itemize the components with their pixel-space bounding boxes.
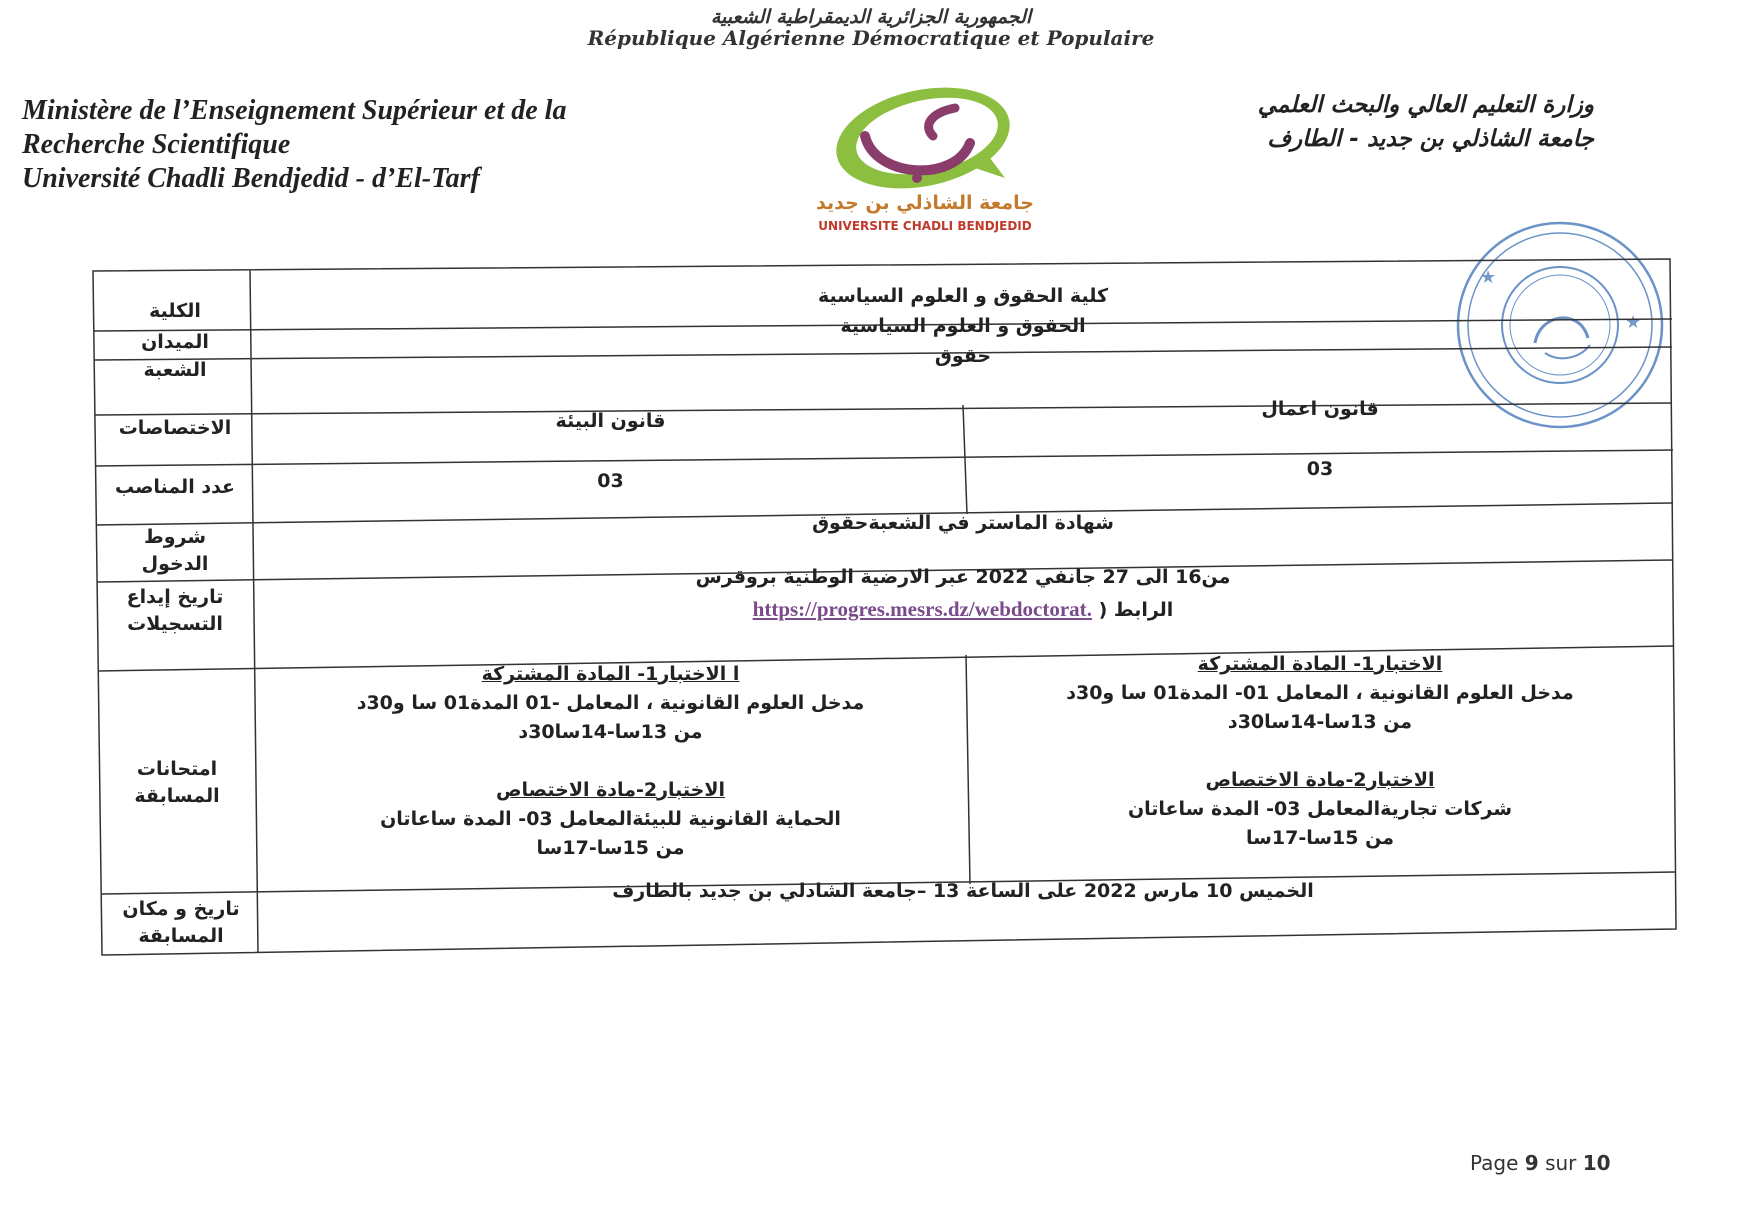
exam-test2-subject: الحماية القانونية للبيئةالمعامل 03- المدة ساعاتان (380, 808, 841, 830)
label-line: التسجيلات (127, 613, 223, 635)
label-line: المسابقة (134, 785, 220, 807)
exam-test2-time: من 15سا-17سا (536, 837, 685, 859)
ministry-fr-line: Recherche Scientifique (22, 129, 291, 160)
label-positions: عدد المناصب (114, 476, 236, 498)
logo-caption-fr: UNIVERSITE CHADLI BENDJEDID (818, 219, 1032, 233)
specialty-environment: قانون البيئة (555, 410, 666, 432)
label-entry-conditions: شروط الدخول (141, 526, 209, 575)
exam-test2-title: الاختبار2-مادة الاختصاص (495, 779, 726, 801)
faculty-value: كلية الحقوق و العلوم السياسية (817, 285, 1109, 307)
label-branch: الشعبة (143, 359, 207, 381)
page-of-word: sur (1545, 1151, 1577, 1175)
label-specialties: الاختصاصات (118, 417, 232, 439)
logo-caption-ar: جامعة الشاذلي بن جديد (816, 192, 1034, 214)
domain-value: الحقوق و العلوم السياسية (840, 315, 1086, 337)
label-exams (112, 756, 242, 810)
label-faculty: الكلية (149, 300, 201, 322)
registration-link-row (258, 597, 1668, 622)
registration-link[interactable]: https://progres.mesrs.dz/webdoctorat (752, 597, 1087, 621)
exam-test1-title: ا الاختبار1- المادة المشتركة (481, 663, 740, 685)
exam-test1-subject: مدخل العلوم القانونية ، المعامل 01- المدة01 سا و30د (1066, 682, 1574, 704)
registration-link-prefix: الرابط ( (1098, 599, 1174, 621)
entry-conditions-value: شهادة الماستر في الشعبةحقوق (812, 512, 1114, 534)
page-word: Page (1470, 1151, 1519, 1175)
label-line: امتحانات (136, 758, 218, 780)
svg-text:★: ★ (1480, 267, 1497, 288)
page-number (1470, 1151, 1611, 1175)
svg-text:★: ★ (1625, 312, 1642, 333)
label-contest-date (116, 896, 246, 950)
ministry-fr-line: Ministère de l’Enseignement Supérieur et de la (22, 95, 567, 126)
branch-value: حقوق (934, 345, 992, 367)
label-registration-date (110, 584, 240, 638)
label-domain: الميدان (141, 331, 209, 353)
republic-title-ar: الجمهورية الجزائرية الديمقراطية الشعبية (710, 6, 1032, 28)
university-ar-line: جامعة الشاذلي بن جديد - الطارف (1267, 126, 1594, 152)
republic-title-fr: République Algérienne Démocratique et Populaire (587, 26, 1155, 50)
label-line: المسابقة (138, 925, 224, 947)
specialty-business: قانون اعمال (1261, 398, 1379, 420)
ministry-ar-line: وزارة التعليم العالي والبحث العلمي (1257, 92, 1594, 118)
positions-business: 03 (1306, 458, 1334, 480)
exam-test1-title: الاختبار1- المادة المشتركة (1197, 653, 1443, 675)
positions-environment: 03 (597, 470, 624, 492)
page-current: 9 (1524, 1151, 1539, 1175)
page-total: 10 (1582, 1151, 1611, 1175)
university-fr-line: Université Chadli Bendjedid - d’El-Tarf (22, 163, 480, 194)
contest-date-value: الخميس 10 مارس 2022 على الساعة 13 –جامعة الشادلي بن جديد بالطارف (612, 880, 1314, 902)
exam-test1-time: من 13سا-14سا30د (1227, 711, 1413, 733)
exam-test1-time: من 13سا-14سا30د (518, 721, 703, 743)
registration-link-suffix: . (1086, 597, 1092, 621)
exam-test2-time: من 15سا-17سا (1246, 827, 1394, 849)
label-line: تاريخ إيداع (126, 586, 224, 608)
registration-period: من16 الى 27 جانفي 2022 عبر الارضية الوطنية بروقرس (695, 566, 1231, 588)
exams-business (970, 650, 1670, 853)
label-line: تاريخ و مكان (122, 898, 240, 920)
exam-test1-subject: مدخل العلوم القانونية ، المعامل -01 المدة01 سا و30د (356, 692, 865, 714)
exam-test2-subject: شركات تجاريةالمعامل 03- المدة ساعاتان (1127, 798, 1513, 820)
exams-environment (258, 660, 963, 863)
exam-test2-title: الاختبار2-مادة الاختصاص (1205, 769, 1435, 791)
